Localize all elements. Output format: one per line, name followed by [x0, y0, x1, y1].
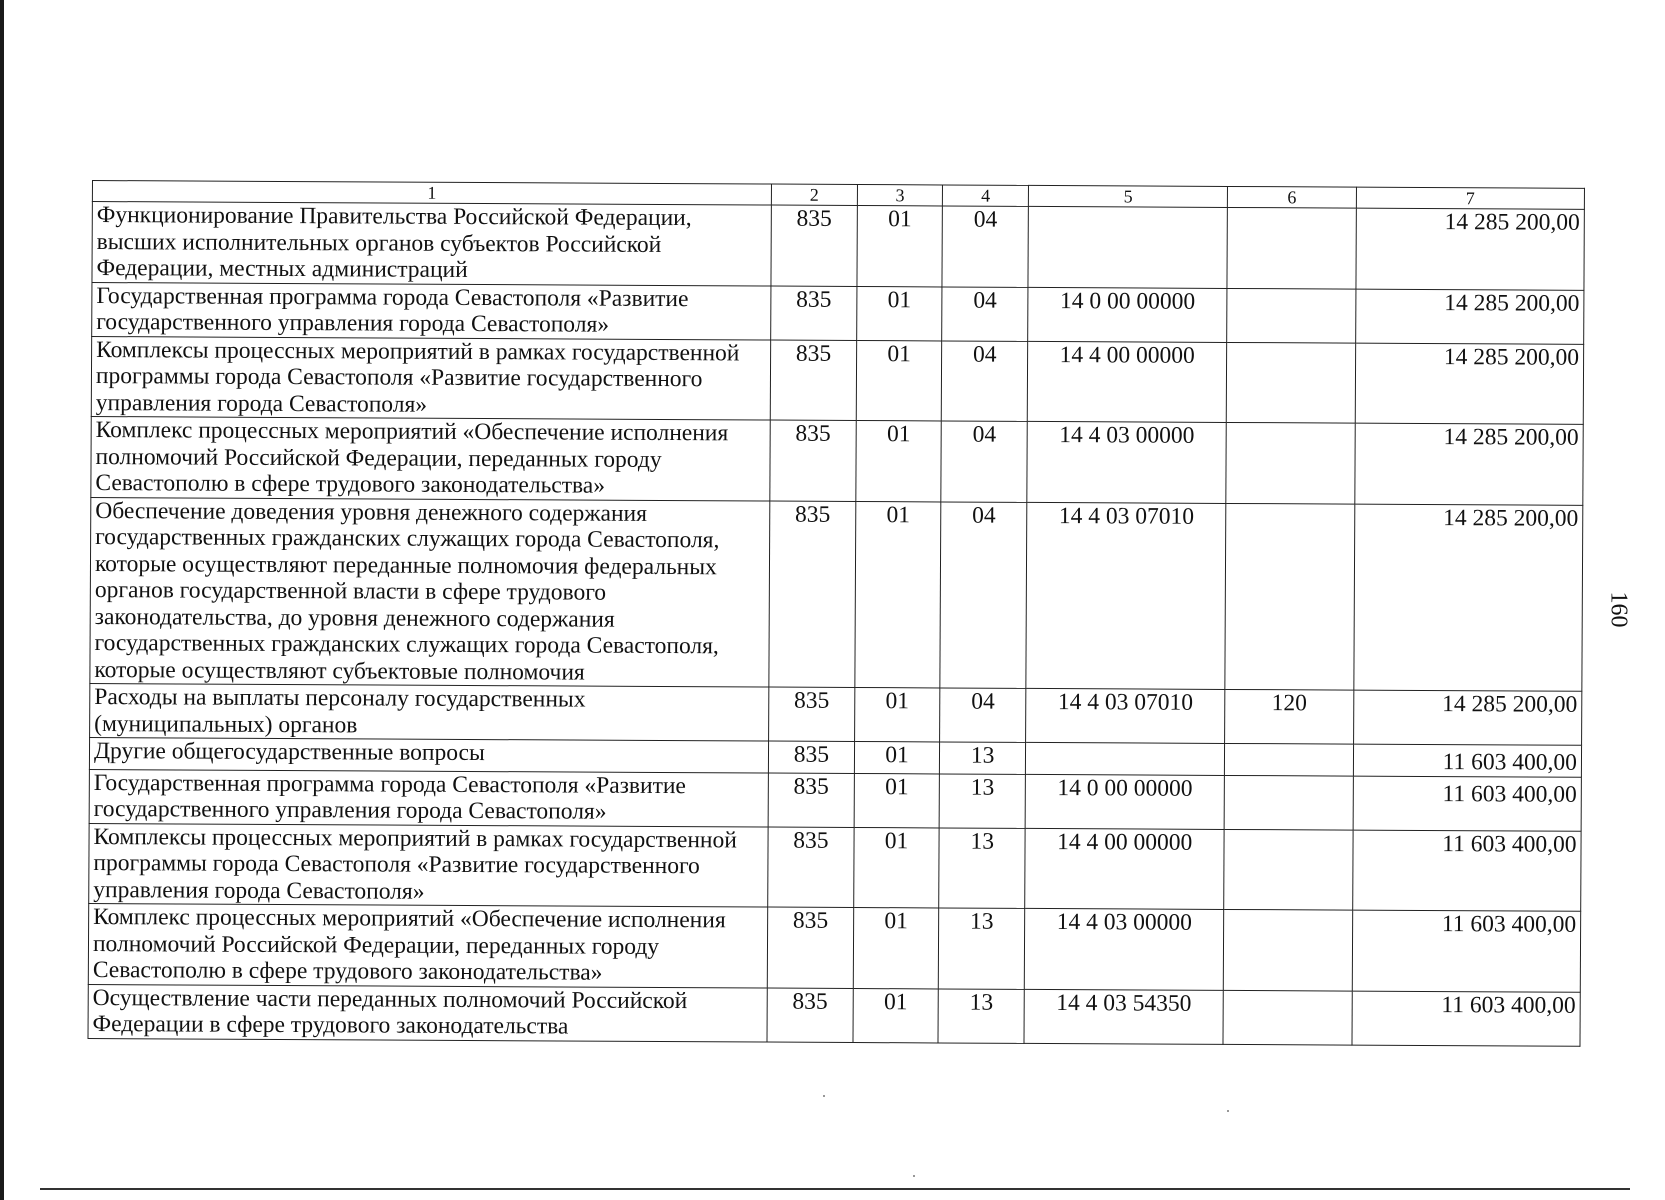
- row-section: 01: [853, 988, 939, 1042]
- table-row: [91, 336, 1583, 424]
- row-target-item: [1028, 206, 1228, 288]
- row-expense-type: 120: [1225, 689, 1354, 744]
- row-target-item: 14 4 03 07010: [1026, 502, 1226, 690]
- header-cell: 4: [943, 185, 1029, 206]
- budget-table: [88, 180, 1585, 1046]
- row-expense-type: [1224, 775, 1353, 830]
- row-subsection: 13: [940, 773, 1026, 827]
- row-section: 01: [856, 340, 942, 421]
- row-name: Расходы на выплаты персоналу государственных (муниципальных) органов: [90, 683, 769, 741]
- row-expense-type: [1227, 207, 1356, 288]
- row-expense-type: [1224, 829, 1353, 910]
- row-admin-code: 835: [768, 773, 854, 827]
- row-admin-code: 835: [767, 988, 853, 1042]
- row-amount: 14 285 200,00: [1354, 504, 1583, 692]
- row-name: Комплексы процессных мероприятий в рамках государственной программы города Севастополя «Развитие государственного управления города Севастополя»: [91, 336, 770, 420]
- row-name: Комплекс процессных мероприятий «Обеспечение исполнения полномочий Российской Федерации, переданных городу Севастополю в сфере трудового законодательства»: [88, 903, 767, 987]
- row-name: Функционирование Правительства Российской Федерации, высших исполнительных органов субъектов Российской Федерации, местных администраций: [92, 202, 771, 286]
- row-amount: 11 603 400,00: [1352, 910, 1581, 992]
- table-row: [92, 282, 1584, 344]
- row-subsection: 04: [942, 206, 1028, 287]
- table-row: [92, 202, 1584, 290]
- scan-speck: [1227, 1110, 1229, 1112]
- header-cell: 5: [1028, 185, 1227, 207]
- table-row: [89, 823, 1581, 911]
- row-target-item: [1025, 742, 1224, 775]
- header-cell: 1: [92, 181, 771, 206]
- row-subsection: 04: [941, 421, 1027, 502]
- row-expense-type: [1224, 909, 1353, 990]
- table-container: [88, 180, 1585, 1046]
- row-subsection: 13: [939, 908, 1025, 989]
- row-admin-code: 835: [770, 420, 856, 501]
- row-section: 01: [856, 286, 942, 340]
- row-target-item: 14 4 03 07010: [1026, 688, 1225, 743]
- row-name: Государственная программа города Севастополя «Развитие государственного управления города Севастополя»: [89, 769, 768, 827]
- row-target-item: 14 4 03 54350: [1024, 989, 1223, 1044]
- row-amount: 14 285 200,00: [1353, 690, 1581, 745]
- row-expense-type: [1225, 743, 1354, 775]
- row-amount: 14 285 200,00: [1355, 423, 1584, 505]
- row-name: Государственная программа города Севастополя «Развитие государственного управления города Севастополя»: [92, 282, 771, 340]
- row-admin-code: 835: [768, 741, 854, 773]
- row-admin-code: 835: [771, 205, 857, 286]
- row-admin-code: 835: [771, 286, 857, 340]
- row-subsection: 04: [942, 286, 1028, 340]
- row-section: 01: [854, 773, 940, 827]
- scan-left-edge: [0, 0, 4, 1200]
- header-cell: 7: [1356, 187, 1584, 209]
- row-subsection: 13: [939, 827, 1025, 908]
- row-subsection: 04: [942, 340, 1028, 421]
- row-expense-type: [1227, 342, 1356, 423]
- table-row: [91, 416, 1583, 504]
- row-section: 01: [853, 907, 939, 988]
- scan-speck: [823, 1095, 825, 1097]
- table-row: [88, 984, 1580, 1046]
- table-row: [90, 497, 1583, 691]
- row-admin-code: 835: [767, 907, 853, 988]
- row-subsection: 04: [940, 501, 1027, 688]
- row-subsection: 13: [938, 988, 1024, 1042]
- row-admin-code: 835: [770, 340, 856, 421]
- row-name: Осуществление части переданных полномочий Российской Федерации в сфере трудового законодательства: [88, 984, 767, 1042]
- row-target-item: 14 4 03 00000: [1024, 908, 1224, 990]
- row-amount: 14 285 200,00: [1356, 208, 1585, 290]
- row-admin-code: 835: [768, 827, 854, 908]
- row-section: 01: [855, 501, 942, 688]
- row-amount: 11 603 400,00: [1352, 830, 1581, 912]
- row-section: 01: [854, 741, 940, 773]
- row-amount: 14 285 200,00: [1355, 343, 1584, 425]
- row-admin-code: 835: [769, 501, 856, 688]
- table-row: [88, 903, 1580, 991]
- row-amount: 11 603 400,00: [1353, 776, 1581, 831]
- row-section: 01: [857, 206, 943, 287]
- header-cell: 6: [1228, 186, 1357, 208]
- row-expense-type: [1227, 288, 1356, 343]
- row-target-item: 14 0 00 00000: [1025, 774, 1224, 829]
- row-target-item: 14 4 00 00000: [1027, 341, 1227, 423]
- row-name: Обеспечение доведения уровня денежного содержания государственных гражданских служащих города Севастополя, которые осуществляют переданные полномочия федеральных органов государственной власти в сфере трудового законодательства, до уровня денежного содержания государственных гражданских служащих города Севастополя, которые осуществляют субъектовые полномочия: [90, 497, 770, 687]
- row-section: 01: [853, 827, 939, 908]
- row-section: 01: [854, 687, 940, 741]
- row-expense-type: [1226, 422, 1355, 503]
- header-cell: 3: [857, 185, 943, 206]
- row-target-item: 14 4 03 00000: [1027, 421, 1227, 503]
- row-subsection: 04: [940, 688, 1026, 742]
- page-number: 160: [1605, 591, 1632, 628]
- table-row: [89, 769, 1581, 831]
- row-amount: 11 603 400,00: [1353, 744, 1581, 777]
- row-name: Комплексы процессных мероприятий в рамках государственной программы города Севастополя «Развитие государственного управления города Севастополя»: [89, 823, 768, 907]
- bottom-rule: [40, 1188, 1630, 1190]
- row-name: Комплекс процессных мероприятий «Обеспечение исполнения полномочий Российской Федерации, переданных городу Севастополю в сфере трудового законодательства»: [91, 416, 770, 500]
- row-expense-type: [1225, 503, 1354, 690]
- row-target-item: 14 4 00 00000: [1025, 828, 1225, 910]
- table-row: [90, 683, 1582, 745]
- row-amount: 11 603 400,00: [1352, 991, 1580, 1046]
- row-expense-type: [1223, 990, 1352, 1045]
- scan-speck: [913, 1175, 915, 1177]
- row-subsection: 13: [940, 742, 1026, 774]
- header-cell: 2: [771, 184, 857, 205]
- row-name: Другие общегосударственные вопросы: [89, 737, 768, 772]
- row-amount: 14 285 200,00: [1355, 289, 1583, 344]
- row-admin-code: 835: [769, 687, 855, 741]
- row-target-item: 14 0 00 00000: [1028, 287, 1227, 342]
- row-section: 01: [856, 421, 942, 502]
